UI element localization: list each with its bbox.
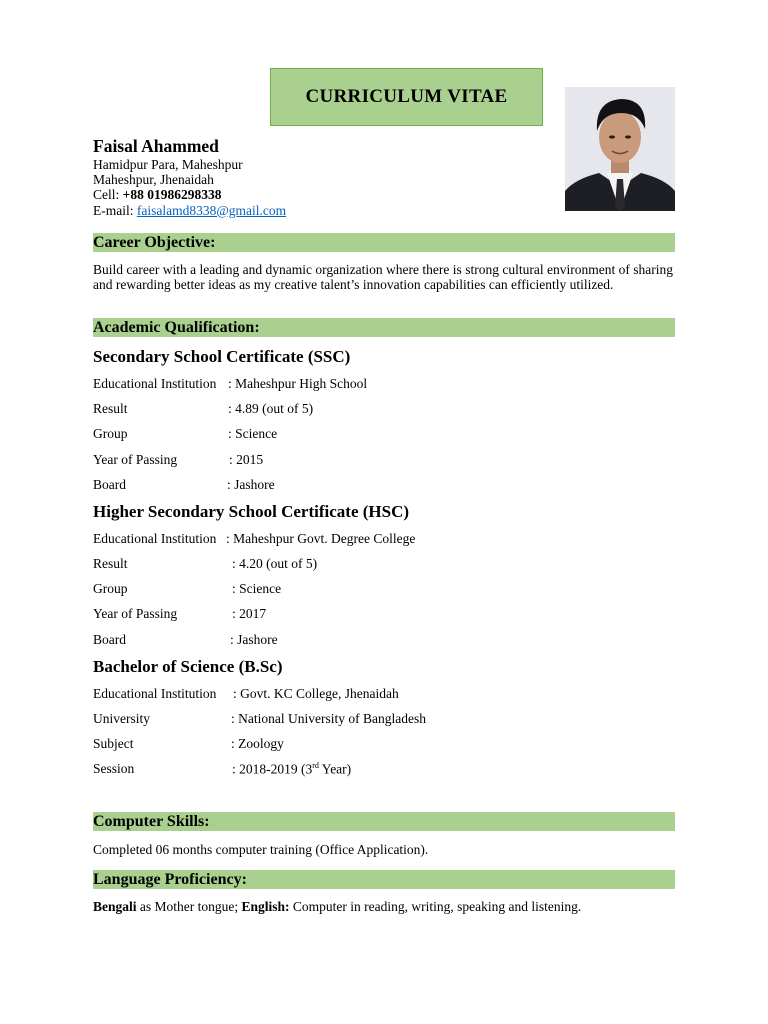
row-value: : Maheshpur Govt. Degree College	[226, 531, 416, 546]
row-value: : 4.20 (out of 5)	[232, 556, 318, 571]
session-value-sup: rd	[312, 761, 319, 770]
row-value: : 2015	[229, 452, 264, 467]
row-value: : Maheshpur High School	[228, 376, 368, 391]
row-value: : National University of Bangladesh	[231, 711, 426, 726]
language-text-2: Computer in reading, writing, speaking and listening.	[289, 899, 582, 914]
row-label: Year of Passing	[93, 606, 178, 621]
row-label: Board	[93, 632, 126, 647]
row-label: Result	[93, 556, 128, 571]
email-link[interactable]: faisalamd8338@gmail.com	[136, 202, 287, 218]
session-value-end: Year)	[318, 761, 352, 777]
row-label: Educational Institution	[93, 531, 217, 546]
language-bengali: Bengali	[93, 899, 137, 914]
contact-block	[93, 157, 286, 218]
language-english: English:	[241, 899, 290, 914]
row-value: : Govt. KC College, Jhenaidah	[233, 686, 399, 701]
row-value	[232, 761, 351, 778]
person-name: Faisal Ahammed	[93, 136, 219, 156]
row-label: Group	[93, 426, 128, 441]
row-value: : Jashore	[227, 477, 275, 492]
row-value: : Science	[228, 426, 278, 441]
cell-number: +88 01986298338	[122, 187, 222, 203]
profile-photo	[565, 87, 675, 211]
row-value: : 4.89 (out of 5)	[228, 401, 314, 416]
email-label: E-mail:	[93, 202, 137, 218]
cell-label: Cell:	[93, 187, 123, 203]
row-value: : 2017	[232, 606, 267, 621]
row-label: Group	[93, 581, 128, 596]
row-label: Year of Passing	[93, 452, 178, 467]
session-value-start: : 2018-2019 (3	[232, 761, 313, 777]
hsc-title: Higher Secondary School Certificate (HSC)	[93, 502, 410, 521]
ssc-title: Secondary School Certificate (SSC)	[93, 347, 351, 366]
language-heading: Language Proficiency:	[93, 870, 675, 889]
row-label: Result	[93, 401, 128, 416]
row-value: : Zoology	[231, 736, 284, 751]
row-label: Educational Institution	[93, 376, 217, 391]
computer-skills-heading: Computer Skills:	[93, 812, 675, 831]
row-label: Subject	[93, 736, 134, 751]
row-label: Educational Institution	[93, 686, 217, 701]
career-objective-heading: Career Objective:	[93, 233, 675, 252]
row-label: Board	[93, 477, 126, 492]
cell-line	[93, 187, 286, 202]
address-line-1: Hamidpur Para, Maheshpur	[93, 157, 243, 172]
row-label: University	[93, 711, 150, 726]
bsc-title: Bachelor of Science (B.Sc)	[93, 657, 283, 676]
computer-skills-text: Completed 06 months computer training (Office Application).	[93, 842, 429, 857]
cv-title: CURRICULUM VITAE	[270, 68, 543, 126]
row-value: : Science	[232, 581, 282, 596]
language-text-1: as Mother tongue;	[136, 899, 242, 914]
language-text	[93, 899, 581, 915]
email-line	[93, 203, 286, 218]
row-value: : Jashore	[230, 632, 278, 647]
career-objective-text: Build career with a leading and dynamic organization where there is strong cultural environment of sharing and rewarding better ideas as my creative talent’s innovation capabilities can efficiently utilized.	[93, 262, 673, 293]
academic-heading: Academic Qualification:	[93, 318, 675, 337]
row-label: Session	[93, 761, 135, 776]
address-line-2: Maheshpur, Jhenaidah	[93, 172, 214, 188]
